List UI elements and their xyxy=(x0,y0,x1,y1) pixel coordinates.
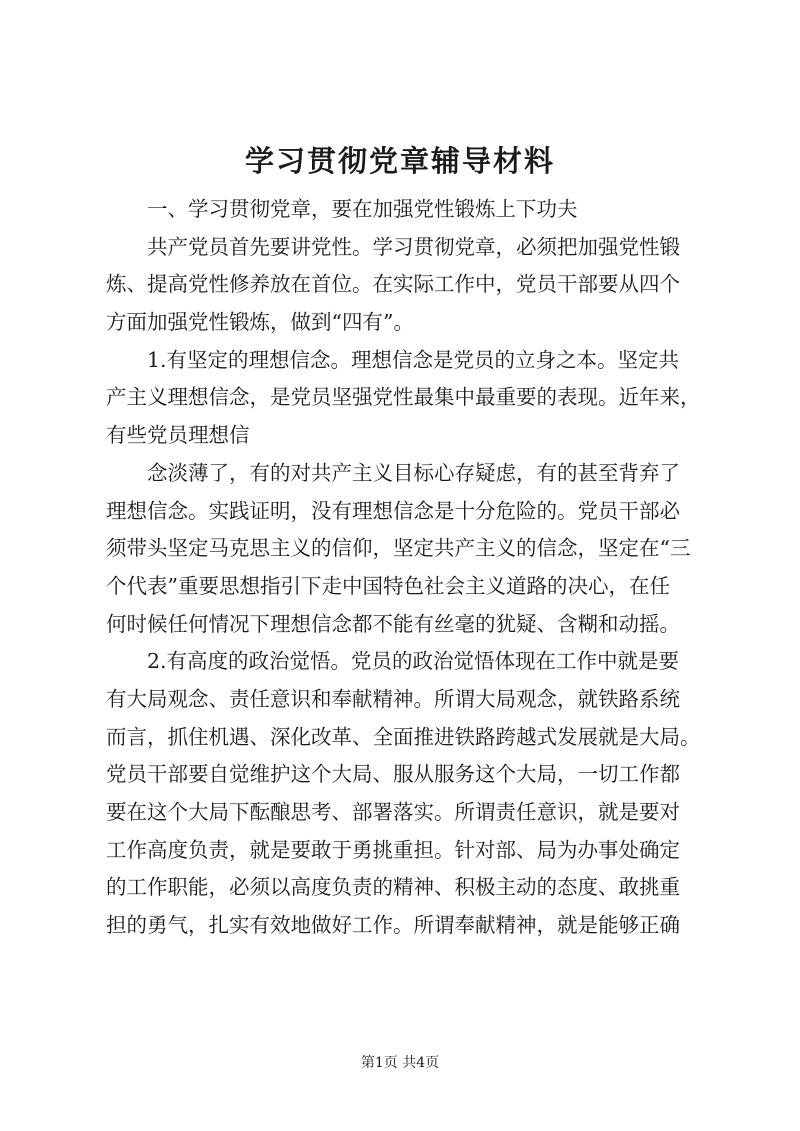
text-line: 须带头坚定马克思主义的信仰，坚定共产主义的信念，坚定在“三 xyxy=(106,536,691,561)
text-line: 产主义理想信念，是党员坚强党性最集中最重要的表现。近年来， xyxy=(106,385,701,410)
section-heading: 一、学习贯彻党章，要在加强党性锻炼上下功夫 xyxy=(147,197,578,221)
text-line: 2.有高度的政治觉悟。党员的政治觉悟体现在工作中就是要 xyxy=(147,649,680,674)
text-line: 有大局观念、责任意识和奉献精神。所谓大局观念，就铁路系统 xyxy=(106,686,680,711)
text-line: 念淡薄了，有的对共产主义目标心存疑虑，有的甚至背弃了 xyxy=(147,460,680,485)
text-line: 担的勇气，扎实有效地做好工作。所谓奉献精神，就是能够正确 xyxy=(106,913,680,938)
text-line: 党员干部要自觉维护这个大局、服从服务这个大局，一切工作都 xyxy=(106,762,680,787)
text-line: 而言，抓住机遇、深化改革、全面推进铁路跨越式发展就是大局。 xyxy=(106,724,701,749)
text-line: 方面加强党性锻炼，做到“四有”。 xyxy=(106,310,414,335)
document-title: 学习贯彻党章辅导材料 xyxy=(244,144,555,178)
text-line: 工作高度负责，就是要敢于勇挑重担。针对部、局为办事处确定 xyxy=(106,837,680,862)
text-line: 何时候任何情况下理想信念都不能有丝毫的犹疑、含糊和动摇。 xyxy=(106,611,680,636)
text-line: 有些党员理想信 xyxy=(106,423,250,448)
page-footer: 第1页 共4页 xyxy=(360,1055,440,1071)
document-body xyxy=(106,191,712,945)
text-line: 要在这个大局下酝酿思考、部署落实。所谓责任意识，就是要对 xyxy=(106,800,680,824)
text-line: 个代表”重要思想指引下走中国特色社会主义道路的决心，在任 xyxy=(106,573,670,598)
text-line: 的工作职能，必须以高度负责的精神、积极主动的态度、敢挑重 xyxy=(106,875,680,900)
text-line: 理想信念。实践证明，没有理想信念是十分危险的。党员干部必 xyxy=(106,498,680,523)
text-line: 炼、提高党性修养放在首位。在实际工作中，党员干部要从四个 xyxy=(106,272,680,297)
text-line: 共产党员首先要讲党性。学习贯彻党章，必须把加强党性锻 xyxy=(147,234,680,259)
text-line: 1.有坚定的理想信念。理想信念是党员的立身之本。坚定共 xyxy=(147,347,680,372)
